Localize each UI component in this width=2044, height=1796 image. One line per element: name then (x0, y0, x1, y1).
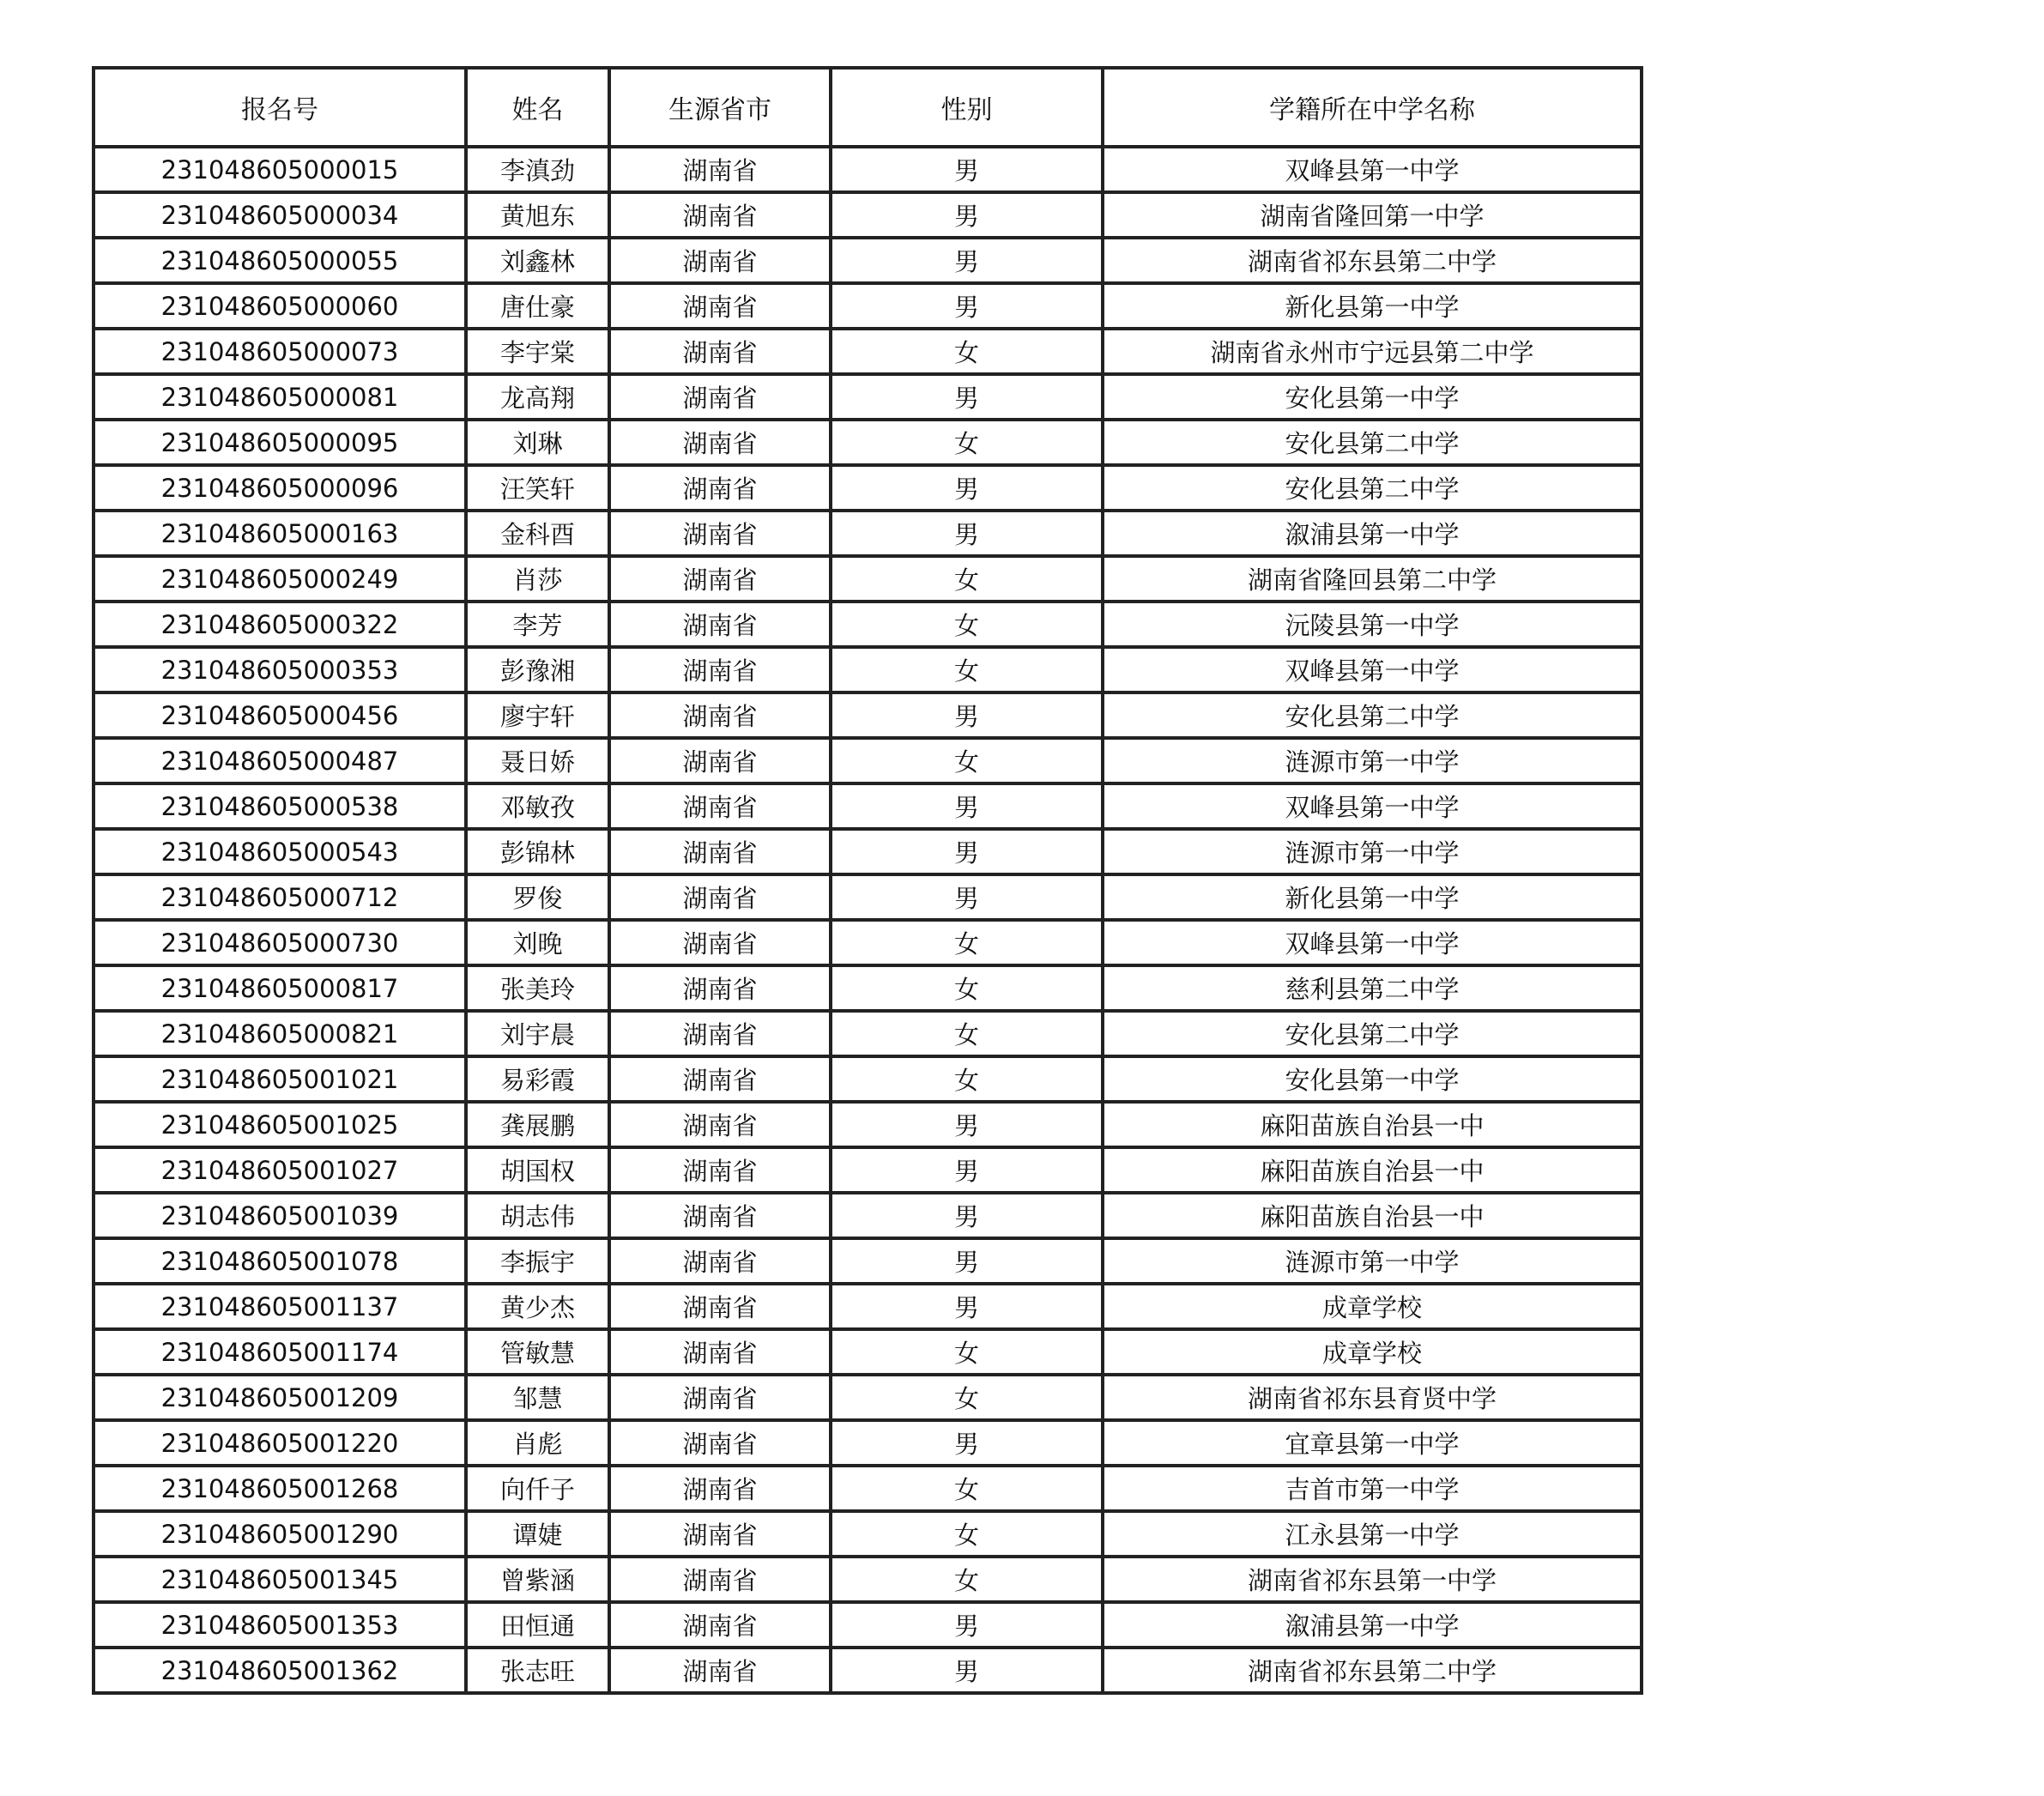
cell-name: 刘琳 (466, 420, 609, 465)
cell-origin-province: 湖南省 (609, 920, 831, 965)
cell-origin-province: 湖南省 (609, 829, 831, 874)
cell-registration-number: 231048605001290 (94, 1511, 466, 1557)
cell-registration-number: 231048605000353 (94, 647, 466, 692)
cell-gender: 男 (831, 1147, 1103, 1193)
table-row (94, 965, 1642, 1011)
table-row (94, 465, 1642, 511)
cell-name: 管敏慧 (466, 1329, 609, 1375)
cell-name: 邓敏孜 (466, 783, 609, 829)
cell-origin-province: 湖南省 (609, 738, 831, 783)
cell-gender: 男 (831, 465, 1103, 511)
cell-gender: 男 (831, 511, 1103, 556)
table-row (94, 1466, 1642, 1511)
cell-gender: 女 (831, 1011, 1103, 1056)
cell-registration-number: 231048605000456 (94, 692, 466, 738)
cell-school-name: 宜章县第一中学 (1103, 1420, 1642, 1466)
header-row (94, 68, 1642, 147)
cell-gender: 女 (831, 602, 1103, 647)
cell-name: 李滇劲 (466, 147, 609, 192)
cell-name: 聂日娇 (466, 738, 609, 783)
cell-origin-province: 湖南省 (609, 1238, 831, 1284)
cell-origin-province: 湖南省 (609, 965, 831, 1011)
cell-registration-number: 231048605000730 (94, 920, 466, 965)
table-row (94, 783, 1642, 829)
cell-registration-number: 231048605000163 (94, 511, 466, 556)
cell-name: 龚展鹏 (466, 1102, 609, 1147)
cell-origin-province: 湖南省 (609, 1284, 831, 1329)
cell-registration-number: 231048605000487 (94, 738, 466, 783)
table-row (94, 1056, 1642, 1102)
cell-name: 黄少杰 (466, 1284, 609, 1329)
cell-origin-province: 湖南省 (609, 465, 831, 511)
cell-school-name: 吉首市第一中学 (1103, 1466, 1642, 1511)
cell-school-name: 双峰县第一中学 (1103, 783, 1642, 829)
cell-registration-number: 231048605000322 (94, 602, 466, 647)
roster-table (92, 66, 1643, 1695)
cell-origin-province: 湖南省 (609, 420, 831, 465)
cell-school-name: 湖南省祁东县第二中学 (1103, 238, 1642, 283)
cell-school-name: 湖南省永州市宁远县第二中学 (1103, 329, 1642, 374)
cell-gender: 男 (831, 1238, 1103, 1284)
cell-name: 黄旭东 (466, 192, 609, 238)
table-row (94, 1102, 1642, 1147)
table-header (94, 68, 1642, 147)
cell-name: 李芳 (466, 602, 609, 647)
cell-gender: 女 (831, 420, 1103, 465)
cell-registration-number: 231048605000055 (94, 238, 466, 283)
cell-gender: 男 (831, 783, 1103, 829)
table-row (94, 192, 1642, 238)
cell-origin-province: 湖南省 (609, 556, 831, 602)
cell-origin-province: 湖南省 (609, 374, 831, 420)
cell-school-name: 江永县第一中学 (1103, 1511, 1642, 1557)
cell-registration-number: 231048605000081 (94, 374, 466, 420)
cell-registration-number: 231048605001209 (94, 1375, 466, 1420)
cell-origin-province: 湖南省 (609, 147, 831, 192)
cell-registration-number: 231048605000712 (94, 874, 466, 920)
cell-registration-number: 231048605000538 (94, 783, 466, 829)
table-row (94, 1375, 1642, 1420)
cell-school-name: 成章学校 (1103, 1284, 1642, 1329)
cell-gender: 男 (831, 1648, 1103, 1693)
cell-registration-number: 231048605000817 (94, 965, 466, 1011)
cell-gender: 男 (831, 374, 1103, 420)
cell-origin-province: 湖南省 (609, 1147, 831, 1193)
cell-origin-province: 湖南省 (609, 1102, 831, 1147)
cell-name: 胡志伟 (466, 1193, 609, 1238)
cell-name: 罗俊 (466, 874, 609, 920)
cell-name: 肖莎 (466, 556, 609, 602)
cell-school-name: 双峰县第一中学 (1103, 147, 1642, 192)
cell-school-name: 湖南省隆回县第二中学 (1103, 556, 1642, 602)
cell-name: 易彩霞 (466, 1056, 609, 1102)
cell-school-name: 新化县第一中学 (1103, 283, 1642, 329)
cell-registration-number: 231048605000060 (94, 283, 466, 329)
cell-origin-province: 湖南省 (609, 192, 831, 238)
cell-registration-number: 231048605000073 (94, 329, 466, 374)
cell-gender: 男 (831, 874, 1103, 920)
table-row (94, 920, 1642, 965)
table-row (94, 738, 1642, 783)
cell-gender: 女 (831, 920, 1103, 965)
cell-name: 邹慧 (466, 1375, 609, 1420)
cell-name: 李宇棠 (466, 329, 609, 374)
cell-origin-province: 湖南省 (609, 1648, 831, 1693)
cell-origin-province: 湖南省 (609, 1557, 831, 1602)
cell-name: 唐仕豪 (466, 283, 609, 329)
header-registration-number: 报名号 (94, 68, 466, 147)
cell-gender: 女 (831, 329, 1103, 374)
cell-registration-number: 231048605000249 (94, 556, 466, 602)
cell-name: 谭婕 (466, 1511, 609, 1557)
cell-name: 曾紫涵 (466, 1557, 609, 1602)
cell-gender: 女 (831, 1466, 1103, 1511)
table-row (94, 1557, 1642, 1602)
cell-school-name: 安化县第一中学 (1103, 374, 1642, 420)
cell-registration-number: 231048605001362 (94, 1648, 466, 1693)
cell-gender: 女 (831, 1557, 1103, 1602)
cell-registration-number: 231048605000015 (94, 147, 466, 192)
cell-registration-number: 231048605000096 (94, 465, 466, 511)
table-row (94, 829, 1642, 874)
table-row (94, 874, 1642, 920)
cell-name: 彭锦林 (466, 829, 609, 874)
table-row (94, 1238, 1642, 1284)
table-row (94, 602, 1642, 647)
cell-school-name: 涟源市第一中学 (1103, 738, 1642, 783)
table-row (94, 1193, 1642, 1238)
cell-origin-province: 湖南省 (609, 783, 831, 829)
table-row (94, 511, 1642, 556)
cell-origin-province: 湖南省 (609, 647, 831, 692)
cell-school-name: 溆浦县第一中学 (1103, 511, 1642, 556)
cell-school-name: 安化县第二中学 (1103, 692, 1642, 738)
cell-registration-number: 231048605001220 (94, 1420, 466, 1466)
cell-origin-province: 湖南省 (609, 283, 831, 329)
cell-registration-number: 231048605001025 (94, 1102, 466, 1147)
cell-name: 刘晚 (466, 920, 609, 965)
cell-school-name: 麻阳苗族自治县一中 (1103, 1193, 1642, 1238)
cell-registration-number: 231048605001137 (94, 1284, 466, 1329)
cell-registration-number: 231048605000543 (94, 829, 466, 874)
header-school-name: 学籍所在中学名称 (1103, 68, 1642, 147)
table-row (94, 329, 1642, 374)
cell-school-name: 湖南省隆回第一中学 (1103, 192, 1642, 238)
table-row (94, 1602, 1642, 1648)
cell-name: 金科酉 (466, 511, 609, 556)
cell-school-name: 新化县第一中学 (1103, 874, 1642, 920)
table-body (94, 147, 1642, 1693)
cell-name: 田恒通 (466, 1602, 609, 1648)
cell-origin-province: 湖南省 (609, 602, 831, 647)
cell-gender: 男 (831, 829, 1103, 874)
cell-origin-province: 湖南省 (609, 1193, 831, 1238)
table-row (94, 1648, 1642, 1693)
cell-origin-province: 湖南省 (609, 1375, 831, 1420)
cell-registration-number: 231048605000034 (94, 192, 466, 238)
cell-gender: 男 (831, 147, 1103, 192)
cell-name: 龙高翔 (466, 374, 609, 420)
cell-registration-number: 231048605001268 (94, 1466, 466, 1511)
cell-registration-number: 231048605001345 (94, 1557, 466, 1602)
cell-gender: 男 (831, 692, 1103, 738)
cell-school-name: 湖南省祁东县育贤中学 (1103, 1375, 1642, 1420)
header-name: 姓名 (466, 68, 609, 147)
cell-gender: 女 (831, 647, 1103, 692)
cell-name: 张志旺 (466, 1648, 609, 1693)
cell-school-name: 安化县第一中学 (1103, 1056, 1642, 1102)
cell-origin-province: 湖南省 (609, 874, 831, 920)
cell-school-name: 成章学校 (1103, 1329, 1642, 1375)
cell-origin-province: 湖南省 (609, 1011, 831, 1056)
cell-gender: 男 (831, 238, 1103, 283)
cell-school-name: 双峰县第一中学 (1103, 647, 1642, 692)
cell-origin-province: 湖南省 (609, 1329, 831, 1375)
cell-gender: 女 (831, 1329, 1103, 1375)
cell-registration-number: 231048605000821 (94, 1011, 466, 1056)
cell-registration-number: 231048605001021 (94, 1056, 466, 1102)
cell-gender: 男 (831, 1420, 1103, 1466)
cell-school-name: 涟源市第一中学 (1103, 1238, 1642, 1284)
cell-name: 刘鑫林 (466, 238, 609, 283)
cell-gender: 男 (831, 1284, 1103, 1329)
cell-name: 向仟子 (466, 1466, 609, 1511)
cell-name: 廖宇轩 (466, 692, 609, 738)
cell-school-name: 安化县第二中学 (1103, 1011, 1642, 1056)
cell-school-name: 双峰县第一中学 (1103, 920, 1642, 965)
cell-school-name: 湖南省祁东县第一中学 (1103, 1557, 1642, 1602)
cell-gender: 女 (831, 556, 1103, 602)
table-row (94, 374, 1642, 420)
cell-registration-number: 231048605001027 (94, 1147, 466, 1193)
cell-gender: 男 (831, 1193, 1103, 1238)
cell-gender: 女 (831, 738, 1103, 783)
cell-name: 胡国权 (466, 1147, 609, 1193)
cell-school-name: 沅陵县第一中学 (1103, 602, 1642, 647)
cell-gender: 男 (831, 1102, 1103, 1147)
cell-school-name: 慈利县第二中学 (1103, 965, 1642, 1011)
cell-school-name: 麻阳苗族自治县一中 (1103, 1102, 1642, 1147)
cell-school-name: 安化县第二中学 (1103, 465, 1642, 511)
table-row (94, 238, 1642, 283)
cell-school-name: 湖南省祁东县第二中学 (1103, 1648, 1642, 1693)
cell-school-name: 麻阳苗族自治县一中 (1103, 1147, 1642, 1193)
cell-origin-province: 湖南省 (609, 511, 831, 556)
table-row (94, 1329, 1642, 1375)
cell-school-name: 安化县第二中学 (1103, 420, 1642, 465)
table-row (94, 1511, 1642, 1557)
cell-school-name: 溆浦县第一中学 (1103, 1602, 1642, 1648)
table-row (94, 1284, 1642, 1329)
header-gender: 性别 (831, 68, 1103, 147)
cell-name: 彭豫湘 (466, 647, 609, 692)
table-row (94, 647, 1642, 692)
cell-registration-number: 231048605001039 (94, 1193, 466, 1238)
cell-gender: 女 (831, 1375, 1103, 1420)
cell-name: 肖彪 (466, 1420, 609, 1466)
cell-gender: 女 (831, 1056, 1103, 1102)
table-row (94, 1420, 1642, 1466)
cell-origin-province: 湖南省 (609, 1056, 831, 1102)
cell-school-name: 涟源市第一中学 (1103, 829, 1642, 874)
table-row (94, 147, 1642, 192)
cell-name: 汪笑轩 (466, 465, 609, 511)
table-row (94, 692, 1642, 738)
cell-origin-province: 湖南省 (609, 692, 831, 738)
cell-name: 李振宇 (466, 1238, 609, 1284)
cell-gender: 女 (831, 965, 1103, 1011)
table-row (94, 420, 1642, 465)
cell-origin-province: 湖南省 (609, 238, 831, 283)
cell-registration-number: 231048605001353 (94, 1602, 466, 1648)
cell-name: 张美玲 (466, 965, 609, 1011)
cell-registration-number: 231048605001174 (94, 1329, 466, 1375)
cell-origin-province: 湖南省 (609, 329, 831, 374)
cell-gender: 女 (831, 1511, 1103, 1557)
cell-registration-number: 231048605000095 (94, 420, 466, 465)
cell-origin-province: 湖南省 (609, 1466, 831, 1511)
cell-origin-province: 湖南省 (609, 1602, 831, 1648)
cell-registration-number: 231048605001078 (94, 1238, 466, 1284)
table-row (94, 1147, 1642, 1193)
header-origin-province: 生源省市 (609, 68, 831, 147)
cell-gender: 男 (831, 283, 1103, 329)
table-row (94, 556, 1642, 602)
cell-name: 刘宇晨 (466, 1011, 609, 1056)
cell-origin-province: 湖南省 (609, 1511, 831, 1557)
table-row (94, 1011, 1642, 1056)
cell-origin-province: 湖南省 (609, 1420, 831, 1466)
table-row (94, 283, 1642, 329)
cell-gender: 男 (831, 1602, 1103, 1648)
cell-gender: 男 (831, 192, 1103, 238)
